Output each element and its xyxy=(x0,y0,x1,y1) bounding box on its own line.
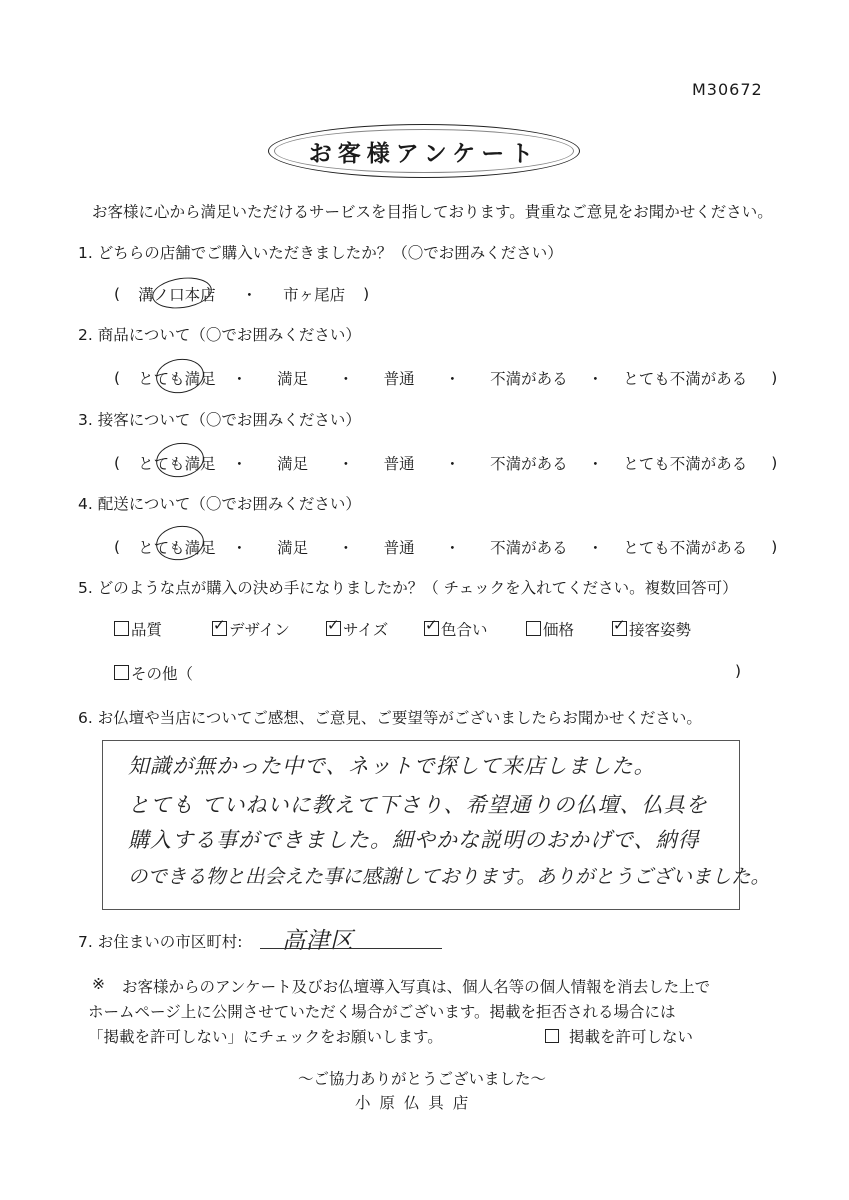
q4-sep: ・ xyxy=(338,539,354,557)
checkbox-checked-icon[interactable] xyxy=(212,616,227,636)
q2-option-normal[interactable]: 普通 xyxy=(383,370,415,388)
check-mark-icon: ✓ xyxy=(425,616,438,634)
q4-option-normal[interactable]: 普通 xyxy=(383,539,415,557)
q4-sep: ・ xyxy=(231,539,248,557)
q5-other-close-paren: ) xyxy=(735,662,742,680)
q1-question: 1. どちらの店舗でご購入いただきましたか？（〇でお囲みください） xyxy=(78,244,563,262)
check-mark-icon: ✓ xyxy=(327,616,340,634)
q4-question: 4. 配送について（〇でお囲みください） xyxy=(78,495,361,513)
q3-close-paren: ) xyxy=(771,454,778,472)
q1-option-ichigao[interactable]: 市ヶ尾店 xyxy=(283,286,346,304)
q2-selection-circle xyxy=(154,356,206,396)
q5-question: 5. どのような点が購入の決め手になりましたか？（ チェックを入れてください。複数回答可） xyxy=(78,579,738,597)
comment-line-4: のできる物と出会えた事に感謝しております。ありがとうございました。 xyxy=(128,865,770,888)
q2-sep: ・ xyxy=(338,370,354,388)
notice-line-2: ホームページ上に公開させていただく場合がございます。掲載を拒否される場合には xyxy=(88,1003,676,1021)
q4-option-very-satisfied[interactable]: とても満足 xyxy=(138,539,216,557)
q3-question: 3. 接客について（〇でお囲みください） xyxy=(78,411,361,429)
document-id: M30672 xyxy=(692,80,763,99)
checkbox-icon[interactable] xyxy=(114,621,129,636)
q2-close-paren: ) xyxy=(771,369,778,387)
footer-thanks: 〜ご協力ありがとうございました〜 xyxy=(298,1070,547,1088)
q3-sep: ・ xyxy=(231,455,248,473)
q5-other-label: その他（ xyxy=(131,665,194,683)
q2-open-paren: ( xyxy=(114,369,121,387)
comment-line-3: 購入する事ができました。細やかな説明のおかげで、納得 xyxy=(128,828,700,852)
q2-sep: ・ xyxy=(444,370,461,388)
notice-line-3: 「掲載を許可しない」にチェックをお願いします。 xyxy=(88,1028,443,1046)
checkbox-checked-icon[interactable] xyxy=(326,616,341,636)
q4-sep: ・ xyxy=(587,539,604,557)
check-mark-icon: ✓ xyxy=(213,616,226,634)
q5-option-label: サイズ xyxy=(343,621,389,639)
q4-option-very-dissatisfied[interactable]: とても不満がある xyxy=(623,539,748,557)
q7-question: 7. お住まいの市区町村: xyxy=(78,933,243,951)
q6-question: 6. お仏壇や当店についてご感想、ご意見、ご要望等がございましたらお聞かせください。 xyxy=(78,709,702,727)
optout-checkbox[interactable] xyxy=(545,1025,693,1047)
page-title xyxy=(268,124,580,178)
notice-mark: ※ xyxy=(92,975,105,993)
q3-option-dissatisfied[interactable]: 不満がある xyxy=(490,455,568,473)
page-title-text: お客様アンケート xyxy=(308,140,540,167)
q3-selection-circle xyxy=(154,440,206,480)
q3-option-very-satisfied[interactable]: とても満足 xyxy=(138,455,216,473)
q5-option-other[interactable] xyxy=(114,662,193,684)
q4-sep: ・ xyxy=(444,539,461,557)
notice-line-1: お客様からのアンケート及びお仏壇導入写真は、個人名等の個人情報を消去した上で xyxy=(122,978,711,996)
q5-option-label: 価格 xyxy=(543,621,575,639)
q2-option-very-dissatisfied[interactable]: とても不満がある xyxy=(623,370,748,388)
q1-separator: ・ xyxy=(241,286,258,304)
q1-selection-circle xyxy=(150,274,214,312)
q2-option-dissatisfied[interactable]: 不満がある xyxy=(490,370,568,388)
q5-option-color[interactable] xyxy=(424,618,488,640)
q5-option-service[interactable] xyxy=(612,618,691,640)
q2-sep: ・ xyxy=(231,370,248,388)
q3-option-normal[interactable]: 普通 xyxy=(383,455,415,473)
q5-option-label: 色合い xyxy=(441,621,488,639)
q7-answer[interactable]: 高津区 xyxy=(282,928,354,954)
q3-sep: ・ xyxy=(444,455,461,473)
checkbox-icon[interactable] xyxy=(526,621,541,636)
checkbox-checked-icon[interactable] xyxy=(612,616,627,636)
q2-options xyxy=(114,367,777,389)
checkbox-checked-icon[interactable] xyxy=(424,616,439,636)
q3-open-paren: ( xyxy=(114,454,121,472)
q3-option-very-dissatisfied[interactable]: とても不満がある xyxy=(623,455,748,473)
q5-option-price[interactable] xyxy=(526,618,574,640)
q2-question: 2. 商品について（〇でお囲みください） xyxy=(78,326,361,344)
shop-name: 小 原 仏 具 店 xyxy=(355,1094,471,1112)
check-mark-icon: ✓ xyxy=(613,616,626,634)
q3-sep: ・ xyxy=(587,455,604,473)
q4-close-paren: ) xyxy=(771,538,778,556)
q5-option-label: デザイン xyxy=(229,621,290,639)
q1-close-paren: ) xyxy=(363,285,370,303)
q4-option-dissatisfied[interactable]: 不満がある xyxy=(490,539,568,557)
q5-option-label: 品質 xyxy=(131,621,163,639)
q2-option-satisfied[interactable]: 満足 xyxy=(277,370,309,388)
q2-sep: ・ xyxy=(587,370,604,388)
intro-text: お客様に心から満足いただけるサービスを目指しております。貴重なご意見をお聞かせください。 xyxy=(92,203,773,221)
comment-line-2: とても ていねいに教えて下さり、希望通りの仏壇、仏具を xyxy=(128,793,708,817)
optout-label: 掲載を許可しない xyxy=(569,1028,694,1046)
q5-option-design[interactable] xyxy=(212,618,290,640)
checkbox-icon[interactable] xyxy=(114,665,129,680)
q5-option-label: 接客姿勢 xyxy=(629,621,692,639)
q4-open-paren: ( xyxy=(114,538,121,556)
q3-options xyxy=(114,452,777,474)
q4-option-satisfied[interactable]: 満足 xyxy=(277,539,309,557)
q3-sep: ・ xyxy=(338,455,354,473)
q1-option-mizonokuchi[interactable]: 溝ノ口本店 xyxy=(138,286,216,304)
q5-option-quality[interactable] xyxy=(114,618,162,640)
checkbox-icon[interactable] xyxy=(545,1029,559,1043)
q1-open-paren: ( xyxy=(114,285,121,303)
q4-options xyxy=(114,536,777,558)
q3-option-satisfied[interactable]: 満足 xyxy=(277,455,309,473)
address-underline xyxy=(260,948,442,949)
q2-option-very-satisfied[interactable]: とても満足 xyxy=(138,370,216,388)
q5-option-size[interactable] xyxy=(326,618,388,640)
comment-line-1: 知識が無かった中で、ネットで探して来店しました。 xyxy=(128,754,656,778)
